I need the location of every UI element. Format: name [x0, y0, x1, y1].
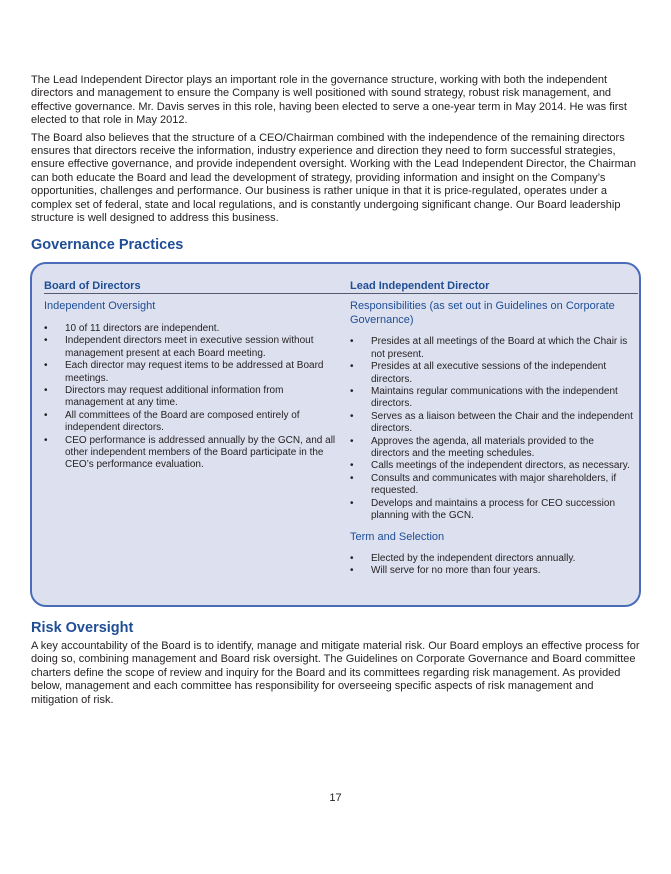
lead-list: [350, 336, 634, 522]
list-item: • 10 of 11 directors are independent.: [44, 323, 340, 335]
page-number: 17: [329, 792, 342, 804]
board-column: [44, 280, 340, 480]
list-item: • Each director may request items to be addressed at Board meetings.: [44, 360, 340, 385]
board-subtitle: Independent Oversight: [44, 300, 156, 313]
lead-title: Lead Independent Director: [344, 280, 638, 294]
term-list: [350, 553, 634, 578]
list-item: • Develops and maintains a process for CEO succession planning with the GCN.: [350, 498, 634, 523]
lead-column: [350, 280, 634, 586]
intro-paragraph: The Lead Independent Director plays an important role in the governance structure, working with both the independent directors and management to ensure the Company is well positioned with sound strategy, robust risk management, and effective governance. Mr. Davis serves in this role, having been elected to serve a one-year term in May 2014. He was first elected to that role in May 2012.: [31, 74, 627, 127]
list-item: • Approves the agenda, all materials provided to the directors and the meeting schedules.: [350, 436, 634, 461]
list-item: • All committees of the Board are composed entirely of independent directors.: [44, 410, 340, 435]
list-item: • Serves as a liaison between the Chair and the independent directors.: [350, 411, 634, 436]
list-item: • Maintains regular communications with the independent directors.: [350, 386, 634, 411]
term-subtitle: Term and Selection: [350, 530, 445, 543]
lead-subtitle: Responsibilities (as set out in Guidelines on Corporate Governance): [350, 300, 615, 326]
risk-paragraph: A key accountability of the Board is to identify, manage and mitigate material risk. Our Board employs an effective process for doing so, combining management and Board risk oversight. The Guidelines on Corporate Governance and Board committee charters define the scope of review and inquiry for the Board and its committees regarding risk management. As provided below, management and each committee has responsibility for overseeing specific aspects of risk management and mitigation of risk.: [31, 640, 640, 706]
list-item: • Independent directors meet in executive session without management present at each Board meeting.: [44, 335, 340, 360]
list-item: • Presides at all meetings of the Board at which the Chair is not present.: [350, 336, 634, 361]
list-item: • Calls meetings of the independent directors, as necessary.: [350, 460, 634, 472]
list-item: • Presides at all executive sessions of the independent directors.: [350, 361, 634, 386]
risk-heading: Risk Oversight: [31, 620, 134, 636]
board-list: [44, 323, 340, 472]
list-item: • Consults and communicates with major shareholders, if requested.: [350, 473, 634, 498]
list-item: • Elected by the independent directors annually.: [350, 553, 634, 565]
governance-heading: Governance Practices: [31, 237, 184, 253]
intro-paragraph: The Board also believes that the structure of a CEO/Chairman combined with the independence of the remaining directors ensures that directors receive the information, industry experience and direction they need to form successful strategies, ensure effective governance, and provide independent oversight. Working with the Lead Independent Director, the Chairman can both educate the Board and lead the development of strategy, providing information and insight on the Company’s opportunities, challenges and performance. Our business is rather unique in that it is price-regulated, operates under a complex set of federal, state and local regulations, and is constantly undergoing significant change. Our Board leadership structure is well designed to address this business.: [31, 131, 636, 225]
list-item: • CEO performance is addressed annually by the GCN, and all other independent members of the Board participate in the CEO’s performance evaluation.: [44, 435, 340, 472]
risk-section: [31, 640, 643, 707]
governance-box: [30, 262, 641, 607]
board-title: Board of Directors: [44, 280, 350, 294]
list-item: • Directors may request additional information from management at any time.: [44, 385, 340, 410]
list-item: • Will serve for no more than four years.: [350, 565, 634, 577]
intro-section: [31, 74, 643, 229]
